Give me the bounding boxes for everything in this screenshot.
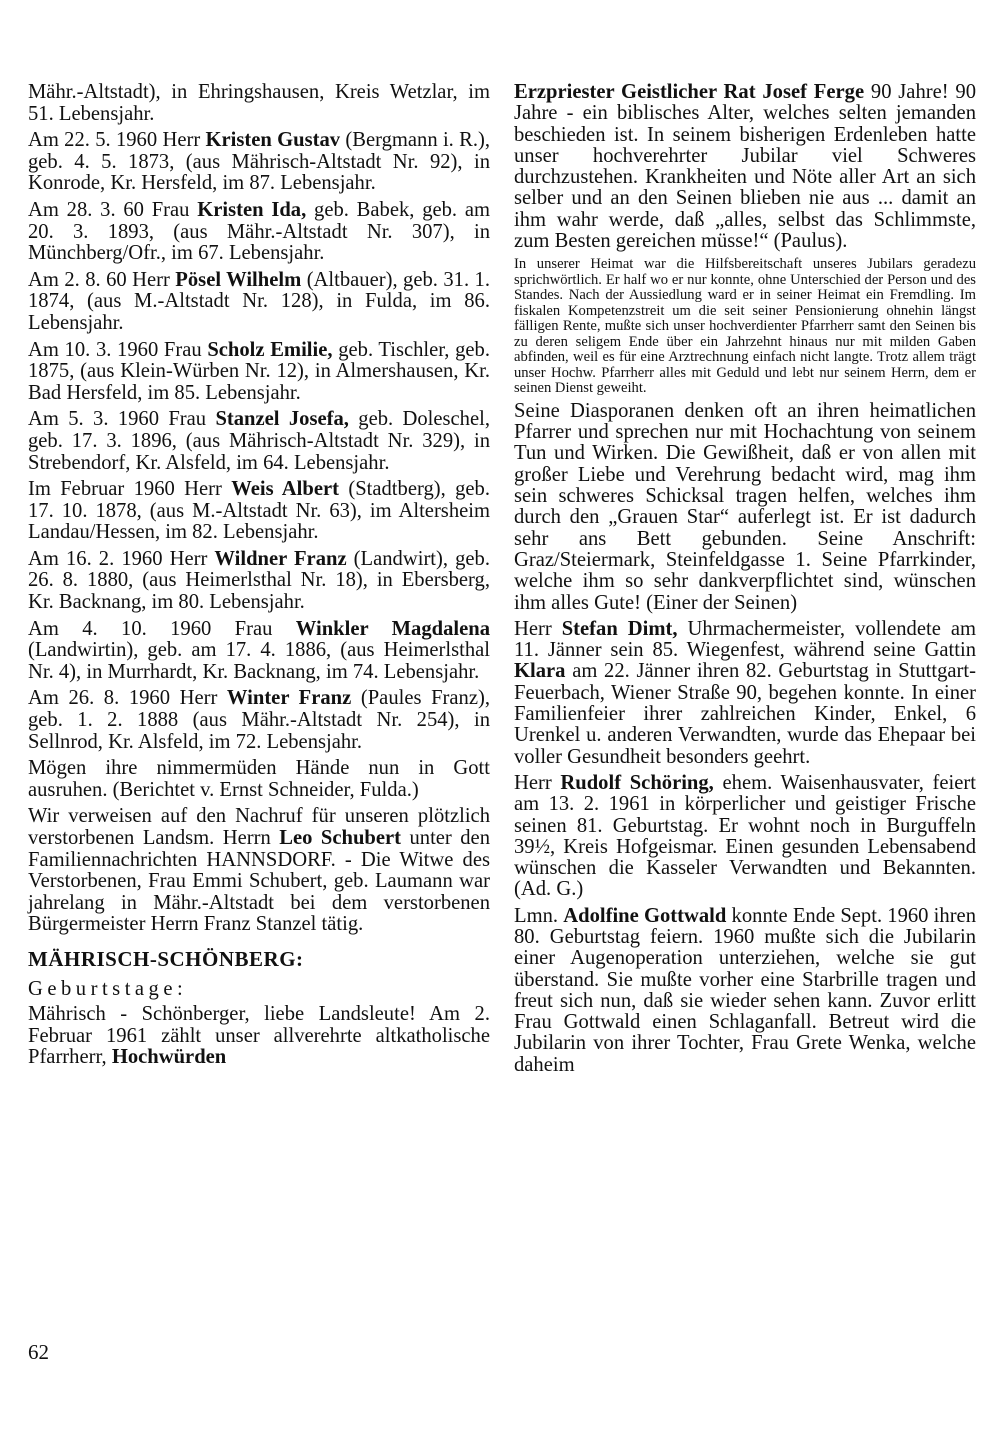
entry-details: unter den Familiennachrichten HANNSDORF. - Die Witwe des Verstorbenen, Frau Emmi Schubert, geb. Laumann war jahrelang in Mähr.-Altstadt bei dem verstorbenen Bürgermeister Herrn Franz Stanzel tätig. — [28, 827, 490, 936]
small-print-paragraph — [514, 257, 976, 397]
entry-intro: Wir verweisen auf den Nachruf für unseren plötzlich verstorbenen Landsm. Herrn — [28, 805, 490, 849]
body-paragraph — [514, 401, 976, 614]
person-name: Adolfine Gottwald — [563, 904, 727, 927]
person-name: Erzpriester Geistlicher Rat Josef Ferge — [514, 81, 865, 103]
entry-details: 90 Jahre! 90 Jahre - ein biblisches Alter, welches selten jemanden beschieden ist. In seinem bisherigen Erdenleben hatte unser hochverehrter Jubilar viel Schweres durchzustehen. Krankheiten und Nöte aller Art an sich selber und an den Seinen blieben nie aus ... damit an ihm wahr werde, daß „alles, selbst das Schlimmste, zum Besten gereichen müsse!“ (Paulus). — [514, 81, 976, 253]
person-name: Leo Schubert — [279, 827, 402, 849]
person-name: Weis Albert — [231, 478, 339, 501]
section-subheading: Geburtstage: — [28, 977, 188, 1000]
obituary-entry — [28, 340, 490, 405]
person-name: Winkler Magdalena — [295, 617, 490, 640]
entry-intro: Am 22. 5. 1960 Herr — [28, 129, 206, 152]
entry-intro: Am 28. 3. 60 Frau — [28, 198, 198, 221]
entry-intro: Am 4. 10. 1960 Frau — [28, 617, 296, 640]
person-name: Winter Franz — [226, 687, 352, 710]
right-column — [514, 82, 976, 1081]
entry-details: geb. Tischler, geb. 1875, (aus Klein-Würben Nr. 12), in Almershausen, Kr. Bad Hersfeld, im 85. Lebensjahr. — [28, 338, 490, 404]
person-name: Klara — [514, 660, 566, 683]
entry-intro: Am 5. 3. 1960 Frau — [28, 408, 216, 431]
obituary-entry — [28, 479, 490, 544]
left-column — [28, 82, 490, 1074]
obituary-entry — [28, 82, 490, 125]
person-name: Scholz Emilie, — [207, 338, 333, 361]
entry-intro: Lmn. — [514, 904, 564, 927]
entry-text: Mögen ihre nimmermüden Hände nun in Gott ausruhen. (Berichtet v. Ernst Schneider, Fulda.) — [28, 757, 490, 801]
entry-text: In unserer Heimat war die Hilfsbereitschaft unseres Jubilars geradezu sprichwörtlich. Er half wo er nur konnte, ohne Unterschied der Person und des Standes. Nach der Aussiedlung ward er in seiner Heimat ein Fremdling. Im fiskalen Kompetenzstreit um die seit seiner Pensionierung ohnehin längst fälligen Rente, mußte sich unser hochverdienter Pfarrherr samt den Seinen bis zu deren seligem Ende über ein Jahrzehnt hinaus nur mit milden Gaben abfinden, weil es für eine Arztrechnung einfach nicht langte. Trotz allem trägt unser Hochw. Pfarrherr alles mit Geduld und lebt nur seinem Herrn, dem er seinen Dienst geweiht. — [514, 256, 976, 397]
person-name: Kristen Gustav — [205, 129, 341, 152]
closing-remark — [28, 758, 490, 801]
obituary-entry — [28, 688, 490, 753]
entry-details: geb. Doleschel, geb. 17. 3. 1896, (aus Mährisch-Altstadt Nr. 329), in Strebendorf, Kr. Alsfeld, im 64. Lebensjahr. — [28, 408, 490, 474]
intro-paragraph — [28, 1004, 490, 1069]
entry-details: konnte Ende Sept. 1960 ihren 80. Geburtstag feiern. 1960 mußte sich die Jubilarin einer Augenoperation unterziehen, welche sie gut überstand. Sie mußte vorher eine Starbrille tragen und freut sich nun, daß sie wieder sehen kann. Zuvor erlitt Frau Gottwald einen Schlaganfall. Betreut wird die Jubilarin von ihrer Tochter, Frau Grete Wenka, welche daheim — [514, 904, 976, 1076]
entry-details: (Paules Franz), geb. 1. 2. 1888 (aus Mähr.-Altstadt Nr. 254), in Sellnrod, Kr. Alsfeld, im 72. Lebensjahr. — [28, 687, 490, 753]
entry-details: (Landwirtin), geb. am 17. 4. 1886, (aus Heimerlsthal Nr. 4), in Murrhardt, Kr. Backnang, im 74. Lebensjahr. — [28, 639, 490, 683]
obituary-entry — [28, 270, 490, 335]
page-number: 62 — [28, 1340, 49, 1364]
birthday-entry — [514, 773, 976, 901]
birthday-entry — [514, 619, 976, 768]
notice-paragraph — [28, 806, 490, 936]
entry-text: Seine Diasporanen denken oft an ihren heimatlichen Pfarrer und sprechen nur mit Hochachtung von seinem Tun und Wirken. Die Gewißheit, daß er von allen mit großer Liebe und Verehrung bedacht wird, mag ihm sein schweres Schicksal tragen helfen, welches ihm durch den „Grauen Star“ auferlegt ist. Er ist dadurch sehr ans Bett gebunden. Seine Anschrift: Graz/Steiermark, Steinfeldgasse 1. Seine Pfarrkinder, welche ihm so sehr dankverpflichtet sind, wünschen ihm alles Gute! (Einer der Seinen) — [514, 399, 976, 614]
birthday-entry — [514, 906, 976, 1076]
entry-details: (Bergmann i. R.), geb. 4. 5. 1873, (aus Mährisch-Altstadt Nr. 92), in Konrode, Kr. Hersfeld, im 87. Lebensjahr. — [28, 129, 490, 195]
person-name: Stefan Dimt, — [561, 617, 678, 640]
entry-text: Mährisch - Schönberger, liebe Landsleute! Am 2. Februar 1961 zählt unser allverehrte altkatholische Pfarrherr, — [28, 1002, 490, 1069]
entry-intro: Im Februar 1960 Herr — [28, 478, 232, 501]
entry-intro: Herr — [514, 617, 562, 640]
entry-details: geb. Babek, geb. am 20. 3. 1893, (aus Mähr.-Altstadt Nr. 307), in Münchberg/Ofr., im 67. Lebensjahr. — [28, 198, 490, 265]
entry-details: (Stadtberg), geb. 17. 10. 1878, (aus M.-Altstadt Nr. 63), im Altersheim Landau/Hessen, im 82. Lebensjahr. — [28, 478, 490, 544]
person-name: Pösel Wilhelm — [175, 268, 302, 291]
birthday-entry — [514, 82, 976, 252]
person-name: Wildner Franz — [214, 547, 347, 570]
title-bold: Hochwürden — [111, 1046, 227, 1069]
entry-details: (Altbauer), geb. 31. 1. 1874, (aus M.-Altstadt Nr. 128), in Fulda, im 86. Lebensjahr. — [28, 268, 490, 334]
entry-intro: Herr — [514, 771, 561, 794]
obituary-entry — [28, 130, 490, 195]
entry-details: ehem. Waisenhausvater, feiert am 13. 2. 1961 in körperlicher und geistiger Frische seinen 81. Geburtstag. Er wohnt noch in Burguffeln 39½, Kreis Hofgeismar. Einen gesunden Lebensabend wünschen die Kasseler Verwandten und Bekannten. (Ad. G.) — [514, 771, 976, 901]
obituary-entry — [28, 549, 490, 614]
person-name: Rudolf Schöring, — [560, 771, 714, 794]
person-name: Stanzel Josefa, — [215, 408, 349, 431]
obituary-entry — [28, 200, 490, 265]
obituary-entry — [28, 619, 490, 684]
obituary-entry — [28, 409, 490, 474]
entry-intro: Am 2. 8. 60 Herr — [28, 268, 176, 291]
entry-text: Mähr.-Altstadt), in Ehringshausen, Kreis Wetzlar, im 51. Lebensjahr. — [28, 81, 490, 125]
entry-intro: Am 10. 3. 1960 Frau — [28, 338, 208, 361]
entry-details: Uhrmachermeister, vollendete am 11. Jänner sein 85. Wiegenfest, während seine Gattin — [514, 617, 976, 662]
entry-intro: Am 16. 2. 1960 Herr — [28, 547, 215, 570]
entry-intro: Am 26. 8. 1960 Herr — [28, 687, 227, 710]
entry-details: am 22. Jänner ihren 82. Geburtstag in Stuttgart-Feuerbach, Wiener Straße 90, begehen konnte. In einer Familienfeier ihrer zahlreichen Kinder, Enkel, 6 Urenkel u. anderen Verwandten, wurde das Ehepaar bei voller Gesundheit besonders geehrt. — [514, 660, 976, 768]
entry-details: (Landwirt), geb. 26. 8. 1880, (aus Heimerlsthal Nr. 18), in Ebersberg, Kr. Backnang, im 80. Lebensjahr. — [28, 547, 490, 614]
section-heading: MÄHRISCH-SCHÖNBERG: — [28, 946, 304, 971]
person-name: Kristen Ida, — [197, 198, 307, 221]
